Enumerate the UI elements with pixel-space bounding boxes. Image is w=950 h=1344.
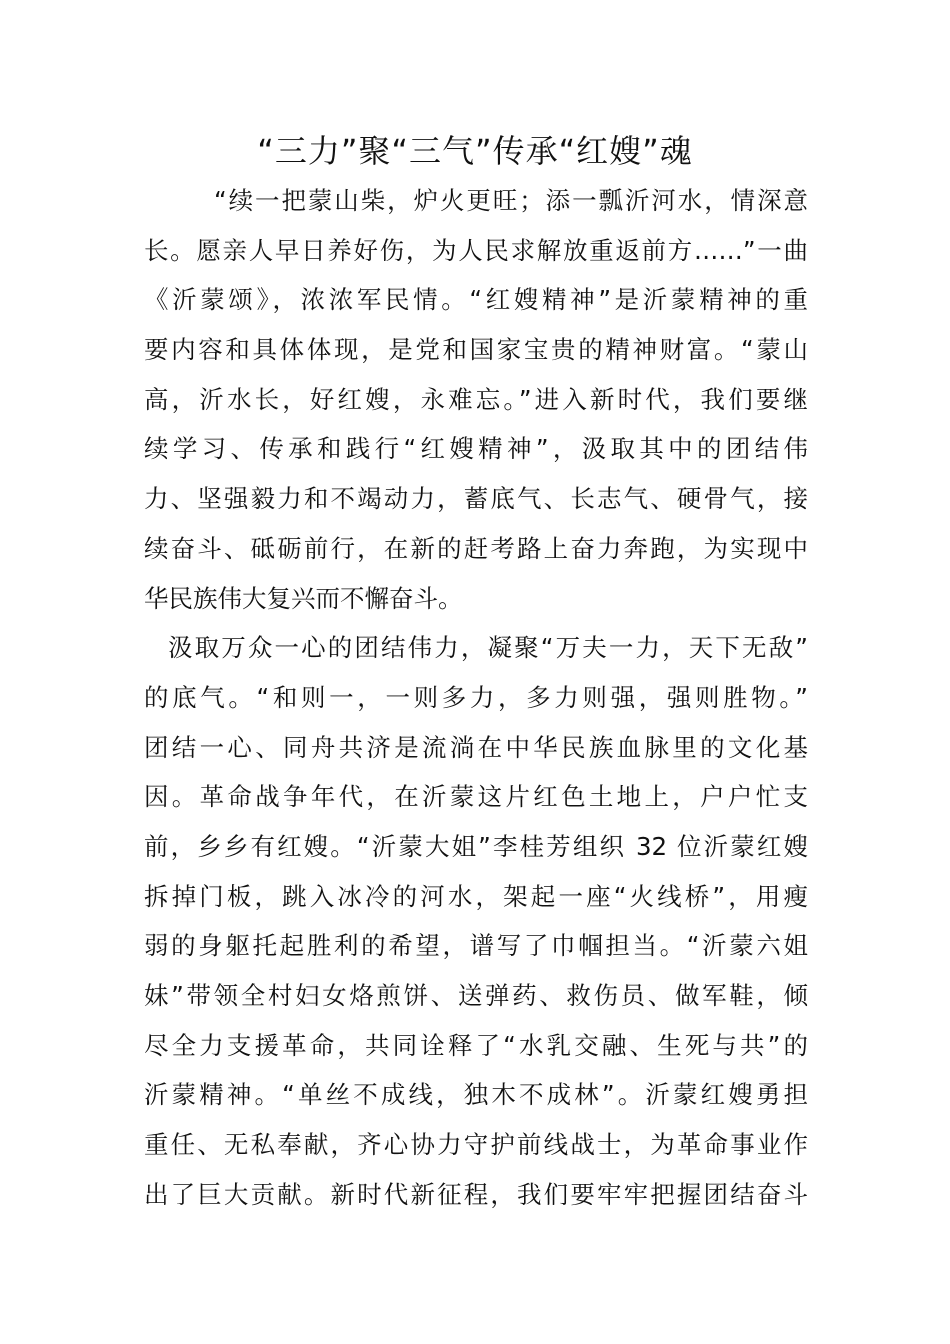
text-line: 尽全力支援革命，共同诠释了“水乳交融、生死与共”的 — [144, 1030, 808, 1060]
text-line: 长。愿亲人早日养好伤，为人民求解放重返前方……”一曲 — [144, 235, 808, 265]
text-line: 续奋斗、砥砺前行，在新的赶考路上奋力奔跑，为实现中 — [144, 533, 808, 563]
text-line: 续学习、传承和践行“红嫂精神”，汲取其中的团结伟 — [144, 434, 808, 464]
text-line: 拆掉门板，跳入冰冷的河水，架起一座“火线桥”，用瘦 — [144, 881, 808, 911]
text-line: 前，乡乡有红嫂。“沂蒙大姐”李桂芳组织 32 位沂蒙红嫂 — [144, 831, 808, 861]
text-line: 华民族伟大复兴而不懈奋斗。 — [144, 583, 463, 613]
text-line: 因。革命战争年代，在沂蒙这片红色土地上，户户忙支 — [144, 782, 808, 812]
text-line: 汲取万众一心的团结伟力，凝聚“万夫一力，天下无敌” — [168, 633, 808, 663]
text-line: 妹”带领全村妇女烙煎饼、送弹药、救伤员、做军鞋，倾 — [144, 981, 808, 1010]
text-line: 沂蒙精神。“单丝不成线，独木不成林”。沂蒙红嫂勇担 — [144, 1080, 808, 1110]
text-line: 高，沂水长，好红嫂，永难忘。”进入新时代，我们要继 — [144, 384, 808, 414]
text-line: 要内容和具体体现，是党和国家宝贵的精神财富。“蒙山 — [144, 335, 808, 365]
text-line: 《沂蒙颂》，浓浓军民情。“红嫂精神”是沂蒙精神的重 — [144, 285, 808, 315]
text-line: “续一把蒙山柴，炉火更旺；添一瓢沂河水，情深意 — [214, 186, 808, 215]
document-body — [144, 176, 808, 1219]
document-title: “三力”聚“三气”传承“红嫂”魂 — [257, 132, 693, 170]
text-line: 弱的身躯托起胜利的希望，谱写了巾帼担当。“沂蒙六姐 — [144, 931, 808, 961]
text-line: 力、坚强毅力和不竭动力，蓄底气、长志气、硬骨气，接 — [144, 484, 808, 514]
paragraph-1 — [144, 176, 808, 623]
paragraph-2 — [144, 623, 808, 1219]
text-line: 出了巨大贡献。新时代新征程，我们要牢牢把握团结奋斗 — [144, 1179, 808, 1209]
text-line: 团结一心、同舟共济是流淌在中华民族血脉里的文化基 — [144, 732, 808, 762]
text-line: 的底气。“和则一，一则多力，多力则强，强则胜物。” — [144, 682, 808, 712]
text-line: 重任、无私奉献，齐心协力守护前线战士，为革命事业作 — [144, 1130, 808, 1160]
